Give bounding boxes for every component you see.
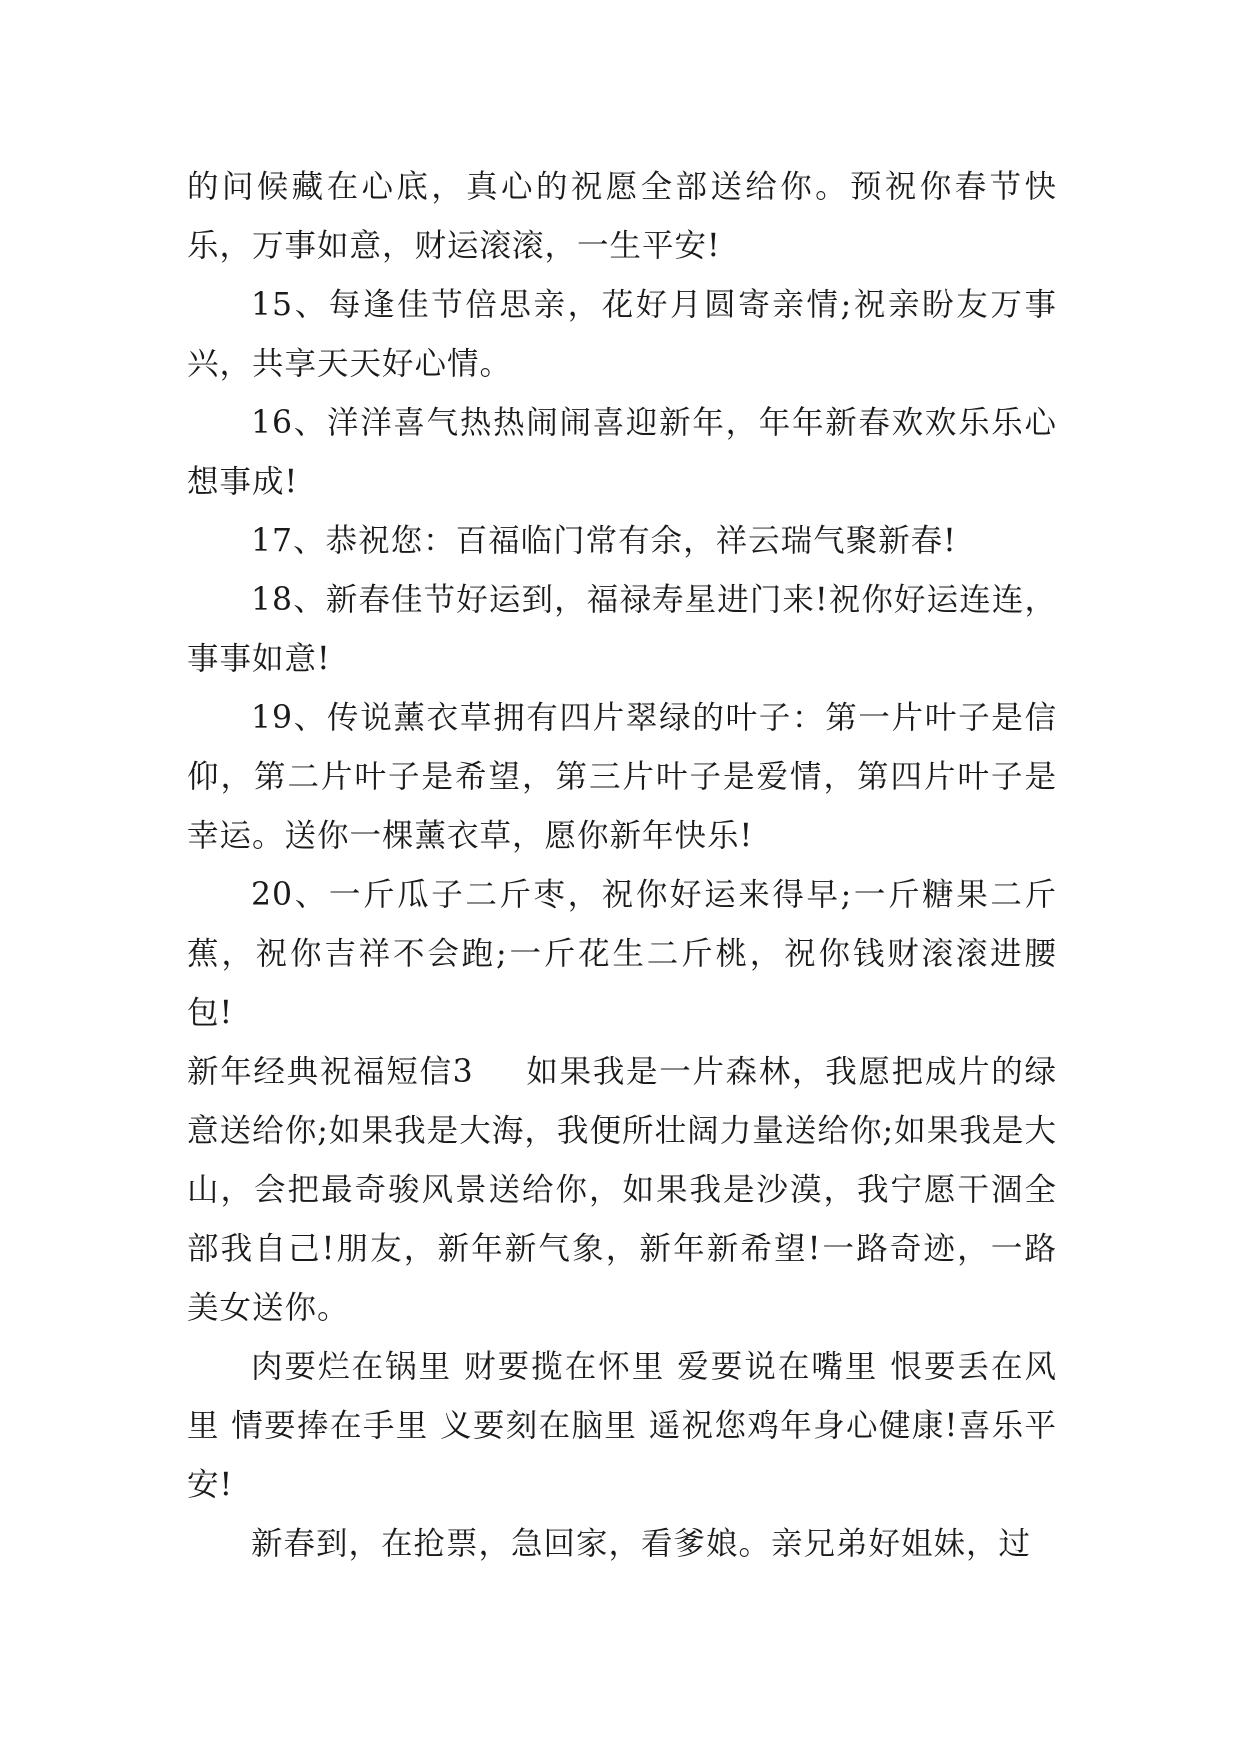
paragraph-item-15: 15、每逢佳节倍思亲，花好月圆寄亲情;祝亲盼友万事兴，共享天天好心情。 — [187, 287, 1057, 382]
paragraph-item-20: 20、一斤瓜子二斤枣，祝你好运来得早;一斤糖果二斤蕉，祝你吉祥不会跑;一斤花生二斤桃，祝你钱财滚滚进腰包! — [187, 877, 1057, 1031]
paragraph-item-18: 18、新春佳节好运到，福禄寿星进门来!祝你好运连连，事事如意! — [187, 582, 1057, 677]
section-3-paragraph — [187, 1043, 1057, 1338]
document-body — [187, 158, 1057, 1574]
paragraph-continuation: 的问候藏在心底，真心的祝愿全部送给你。预祝你春节快乐，万事如意，财运滚滚，一生平安! — [187, 169, 1057, 264]
paragraph-tail-1: 肉要烂在锅里 财要揽在怀里 爱要说在嘴里 恨要丢在风里 情要捧在手里 义要刻在脑里 遥祝您鸡年身心健康!喜乐平安! — [187, 1349, 1057, 1503]
paragraph-item-17: 17、恭祝您：百福临门常有余，祥云瑞气聚新春! — [251, 523, 957, 559]
paragraph-tail-2: 新春到，在抢票，急回家，看爹娘。亲兄弟好姐妹，过 — [251, 1526, 1032, 1562]
section-3-title: 新年经典祝福短信3 — [187, 1054, 474, 1090]
section-3-text: 如果我是一片森林，我愿把成片的绿意送给你;如果我是大海，我便所壮阔力量送给你;如果我是大山，会把最奇骏风景送给你，如果我是沙漠，我宁愿干涸全部我自己!朋友，新年新气象，新年新希望!一路奇迹，一路美女送你。 — [187, 1054, 1057, 1326]
paragraph-item-19: 19、传说薰衣草拥有四片翠绿的叶子：第一片叶子是信仰，第二片叶子是希望，第三片叶子是爱情，第四片叶子是幸运。送你一棵薰衣草，愿你新年快乐! — [187, 700, 1057, 854]
paragraph-item-16: 16、洋洋喜气热热闹闹喜迎新年，年年新春欢欢乐乐心想事成! — [187, 405, 1057, 500]
